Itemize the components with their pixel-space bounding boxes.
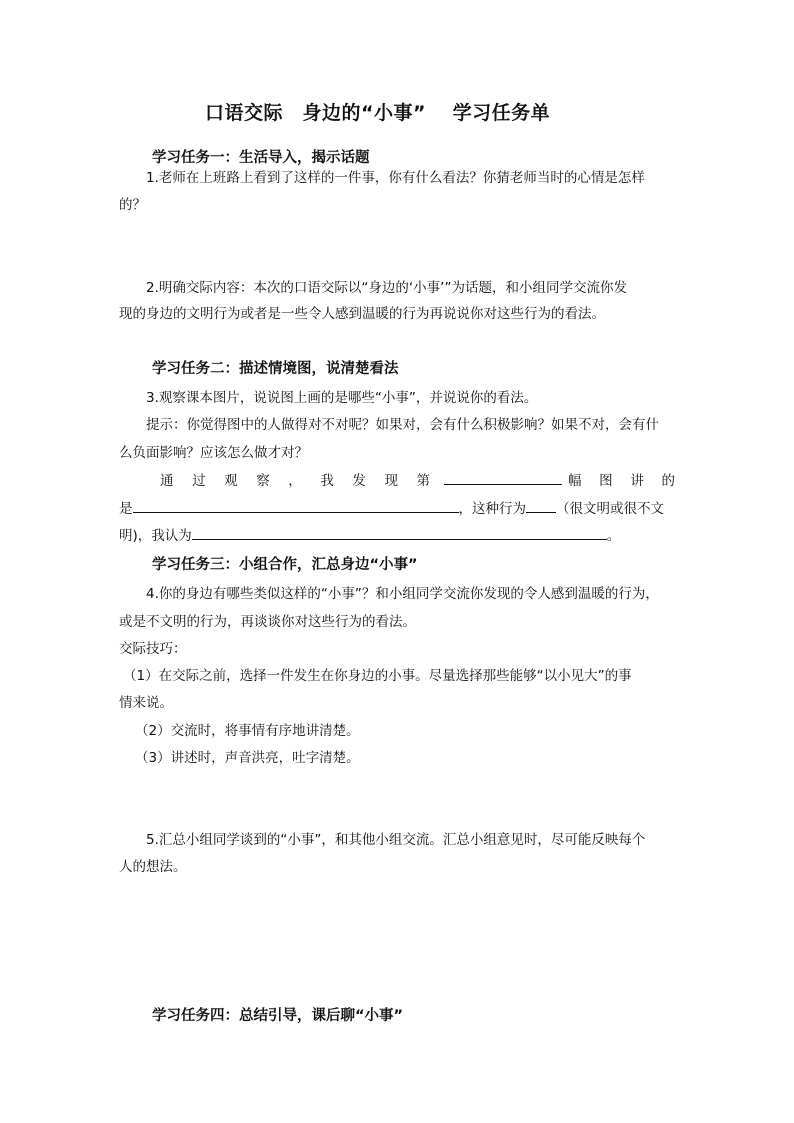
q2-line1: 2.明确交际内容：本次的口语交际以“身边的‘小事’”为话题，和小组同学交流你发 — [146, 280, 627, 296]
fill-line3: 明)，我认为 。 — [119, 524, 620, 544]
skill2: （2）交流时，将事情有序地讲清楚。 — [135, 723, 360, 739]
hint-line2: 么负面影响？应该怎么做才对？ — [119, 445, 308, 461]
skill1-line2: 情来说。 — [119, 695, 173, 711]
blank-behavior-rating[interactable] — [526, 498, 556, 513]
task2-heading: 学习任务二：描述情境图，说清楚看法 — [152, 361, 399, 377]
q2-line2: 现的身边的文明行为或者是一些令人感到温暖的行为再说说你对这些行为的看法。 — [119, 306, 605, 322]
q5-line2: 人的想法。 — [119, 859, 187, 875]
q4-line1: 4.你的身边有哪些类似这样的“小事”？和小组同学交流你发现的令人感到温暖的行为， — [146, 586, 659, 602]
fill-line2: 是 ，这种行为 （很文明或很不文 — [119, 497, 664, 517]
task4-heading: 学习任务四：总结引导，课后聊“小事” — [152, 1008, 404, 1024]
fill-line1: 通 过 观 察 ， 我 发 现 第 幅 图 讲 的 — [160, 469, 675, 489]
q4-line2: 或是不文明的行为，再谈谈你对这些行为的看法。 — [119, 614, 416, 630]
skill3: （3）讲述时，声音洪亮，吐字清楚。 — [135, 750, 360, 766]
q3-text: 3.观察课本图片，说说图上画的是哪些“小事”，并说说你的看法。 — [146, 390, 538, 406]
skill1-line1: （1）在交际之前，选择一件发生在你身边的小事。尽量选择那些能够“以小见大”的事 — [123, 668, 632, 684]
q1-line1: 1.老师在上班路上看到了这样的一件事，你有什么看法？你猜老师当时的心情是怎样 — [146, 170, 645, 186]
blank-description[interactable] — [133, 498, 459, 513]
q5-line1: 5.汇总小组同学谈到的“小事”，和其他小组交流。汇总小组意见时，尽可能反映每个 — [146, 832, 646, 848]
q1-line2: 的？ — [119, 197, 146, 213]
hint-line1: 提示：你觉得图中的人做得对不对呢？如果对，会有什么积极影响？如果不对，会有什 — [146, 417, 659, 433]
skills-label: 交际技巧： — [119, 641, 187, 657]
task3-heading: 学习任务三：小组合作，汇总身边“小事” — [152, 557, 418, 573]
blank-picture-number[interactable] — [444, 470, 562, 485]
page-title: 口语交际 身边的“小事” 学习任务单 — [205, 102, 551, 124]
blank-opinion[interactable] — [192, 525, 607, 540]
task1-heading: 学习任务一：生活导入，揭示话题 — [152, 150, 370, 166]
